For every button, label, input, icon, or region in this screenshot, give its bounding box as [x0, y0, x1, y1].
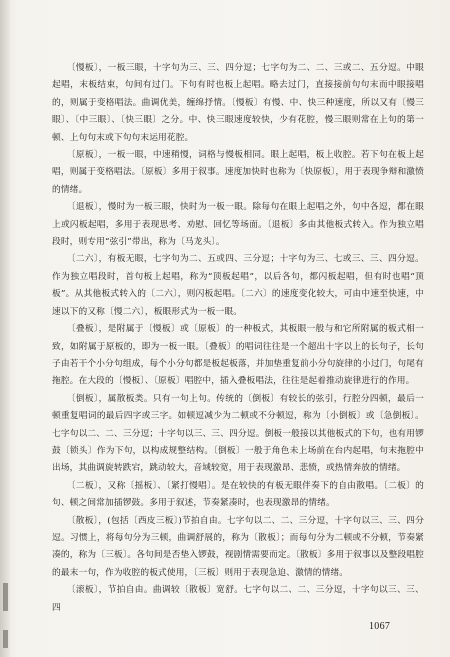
margin-scan-mark	[3, 583, 8, 611]
paragraph-er-ban: 〔二板〕，又称〔摇板〕、〔紧打慢唱〕。是在较快的有板无眼伴奏下的自由散唱。〔二板〕的句、顿之间常加插锣鼓。多用于叙述，节奏紧凑时，也表现激昂的情绪。	[52, 480, 424, 509]
page-number: 1067	[369, 621, 391, 632]
page-spine-shadow	[0, 0, 10, 657]
paragraph-er-liu: 〔二六〕，有板无眼，七字句为二、五或四、三分逗；十字句为三、七或三、三、四分逗。作为独立唱段时，首句板上起唱，称为“顶板起唱”，以后各句，都闪板起唱，但有时也唱“顶板”。从其他板式转入的〔二六〕，则闪板起唱。〔二六〕的速度变化较大，可由中速至快速，中速以下的又称〔慢二六〕，板眼形式为一板一眼。	[52, 254, 424, 317]
paragraph-dao-ban: 〔倒板〕，属散板类。只有一句上句。传统的〔倒板〕有较长的弦引，行腔分四顿，最后一顿重复唱词的最后四字或三字。如顿逗减少为二顿或不分顿逗，称为〔小倒板〕或〔急倒板〕。七字句以二、二、三分逗；十字句以三、三、四分逗。倒板一般接以其他板式的下句，也有用锣鼓〔锁头〕作为下句，以构成规整结构。〔倒板〕一般于角色未上场前在台内起唱，句末拖腔中出场，其曲调旋转跌宕，跳动较大，音域较宽，用于表现激昂、悲愤，或热情奔放的情绪。	[52, 393, 424, 474]
paragraph-san-ban: 〔散板〕，(包括〔西皮三板〕)节拍自由。七字句以二、二、三分逗，十字句以三、三、四分逗。习惯上，将每句分为三顿，曲调舒展的，称为〔散板〕；而每句分为二顿或不分顿，节奏紧凑的，称为〔三板〕。各句间是否垫入锣鼓，视剧情需要而定。〔散板〕多用于叙事以及整段唱腔的最末一句，作为收腔的板式使用，〔三板〕则用于表现急迫、激情的情绪。	[52, 515, 424, 578]
paragraph-gun-ban: 〔滚板〕，节拍自由。曲调较〔散板〕宽舒。七字句以二、二、三分逗，十字句以三、三、四	[52, 585, 424, 613]
paragraph-man-ban: 〔慢板〕，一板三眼，十字句为三、三、四分逗；七字句为二、二、三或二、五分逗。中眼起唱，末板结束，句间有过门。下句有时也板上起唱。略去过门，直接接前句句末而中眼接唱的，则属于变格唱法。曲调优美，缠绵抒情。〔慢板〕有慢、中、快三种速度，所以又有〔慢三眼〕、〔中三眼〕、〔快三眼〕之分。中、快三眼速度较快，少有花腔，慢三眼则常在上句的第一顿、上句句末或下句句末运用花腔。	[52, 63, 424, 143]
paragraph-yuan-ban: 〔原板〕，一板一眼，中速稍慢，词格与慢板相同。眼上起唱，板上收腔。若下句在板上起唱，则属于变格唱法。〔原板〕多用于叙事。速度加快时也称为〔快原板〕，用于表现争辩和激愤的情绪。	[52, 150, 424, 195]
margin-scan-mark	[3, 630, 8, 648]
body-text	[52, 60, 424, 617]
paragraph-die-ban: 〔叠板〕，是附属于〔慢板〕或〔原板〕的一种板式，其板眼一般与和它所附属的板式相一致，如附属于原板的，即为一板一眼。〔叠板〕的唱词往往是一个超出十字以上的长句子，长句子由若干个小分句组成，每个小分句都是板起板落，并加垫重复前小分句旋律的小过门，句尾有拖腔。在大段的〔慢板〕、〔原板〕唱腔中，插入叠板唱法，往往是起着推动旋律进行的作用。	[52, 324, 424, 387]
paragraph-tui-ban: 〔退板〕，慢时为一板三眼，快时为一板一眼。除每句在眼上起唱之外，句中各逗，都在眼上或闪板起唱，多用于表现思考、劝慰、回忆等场面。〔退板〕多由其他板式转入。作为独立唱段时，则专用“弦引”带出，称为〔马龙头〕。	[52, 202, 424, 248]
